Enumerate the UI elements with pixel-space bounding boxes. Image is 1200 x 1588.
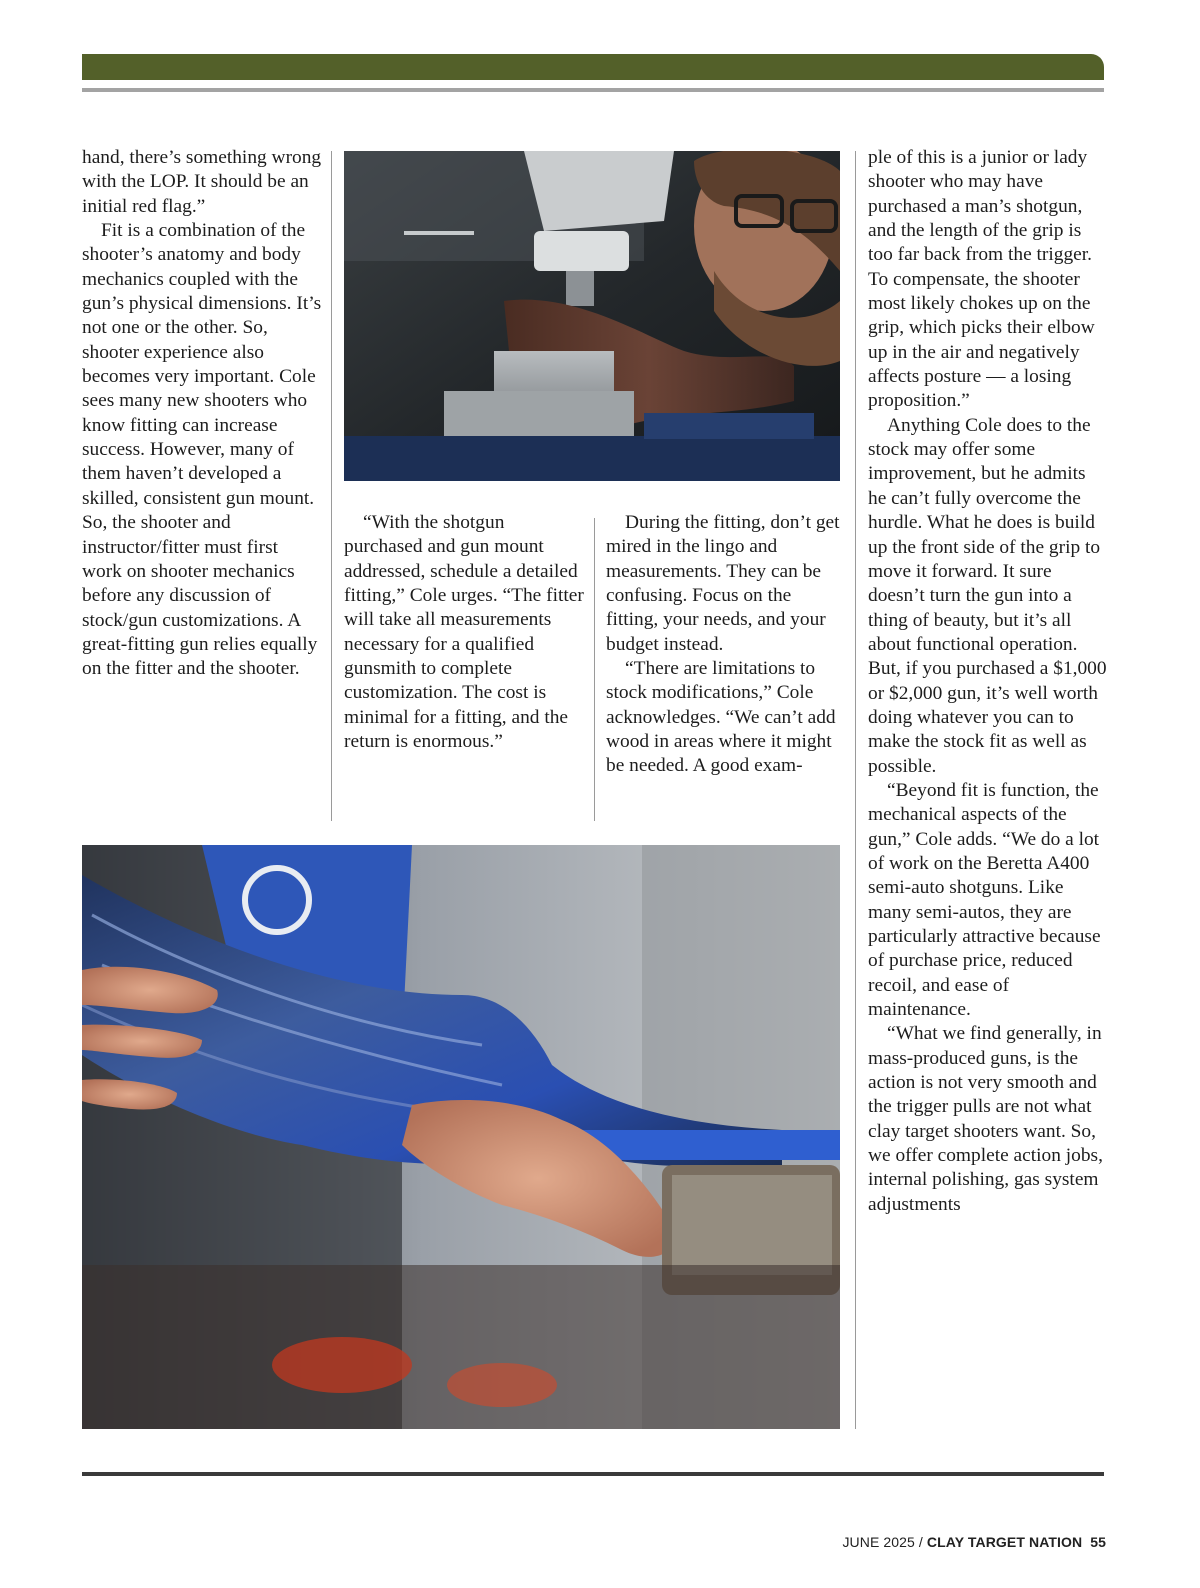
article-column-2: [344, 511, 584, 754]
column-rule: [855, 151, 856, 1429]
paragraph: “There are limitations to stock modifications,” Cole acknowledges. “We can’t add wood in areas where it might be needed. A good exam-: [606, 658, 836, 777]
page-footer: [842, 1534, 1106, 1550]
header-rule: [82, 88, 1104, 92]
article-column-1: [82, 146, 322, 682]
column-rule: [594, 518, 595, 821]
paragraph: Anything Cole does to the stock may offer some improvement, but he admits he can’t fully overcome the hurdle. What he does is build up the front side of the grip to move it forward. It sure doesn’t turn the gun into a thing of beauty, but it’s all about functional operation. But, if you purchased a $1,000 or $2,000 gun, it’s well worth doing whatever you can to make the stock fit as well as possible.: [868, 414, 1107, 777]
paragraph: During the fitting, don’t get mired in the lingo and measurements. They can be confusing. Focus on the fitting, your needs, and your budget instead.: [606, 512, 840, 655]
photo-milling-gunstock: [344, 151, 840, 481]
header-color-band: [82, 54, 1104, 80]
footer-separator: /: [914, 1534, 927, 1550]
footer-magazine-title: CLAY TARGET NATION: [926, 1534, 1083, 1550]
page-number: 55: [1090, 1534, 1106, 1550]
paragraph: Fit is a combination of the shooter’s anatomy and body mechanics coupled with the gun’s physical dimensions. It’s not one or the other. So, shooter experience also becomes very important. Cole sees many new shooters who know fitting can increase success. However, many of them haven’t developed a skilled, consistent gun mount. So, the shooter and instructor/fitter must first work on shooter mechanics before any discussion of stock/gun customizations. A great-fitting gun relies equally on the fitter and the shooter.: [82, 220, 322, 680]
article-column-3: [606, 511, 846, 779]
photo-blue-laminate-stock: [82, 845, 840, 1429]
paragraph: “Beyond fit is function, the mechanical aspects of the gun,” Cole adds. “We do a lot of work on the Beretta A400 semi-auto shotguns. Like many semi-autos, they are particularly attractive because of purchase price, reduced recoil, and ease of maintenance.: [868, 779, 1101, 1021]
footer-rule: [82, 1472, 1104, 1476]
paragraph: “With the shotgun purchased and gun mount addressed, schedule a detailed fitting,” Cole urges. “The fitter will take all measurements necessary for a qualified gunsmith to complete customization. The cost is minimal for a fitting, and the return is enormous.”: [344, 512, 584, 753]
paragraph: “What we find generally, in mass-produced guns, is the action is not very smooth and the trigger pulls are not what clay target shooters want. So, we offer complete action jobs, internal polishing, gas system adjustments: [868, 1023, 1103, 1215]
footer-issue-date: JUNE 2025: [842, 1534, 915, 1550]
paragraph: hand, there’s something wrong with the LOP. It should be an initial red flag.”: [82, 147, 322, 217]
article-column-4: [868, 146, 1108, 1217]
column-rule: [331, 151, 332, 821]
paragraph: ple of this is a junior or lady shooter who may have purchased a man’s shotgun, and the length of the grip is too far back from the trigger. To compensate, the shooter most likely chokes up on the grip, which picks their elbow up in the air and negatively affects posture — a losing proposition.”: [868, 147, 1095, 412]
